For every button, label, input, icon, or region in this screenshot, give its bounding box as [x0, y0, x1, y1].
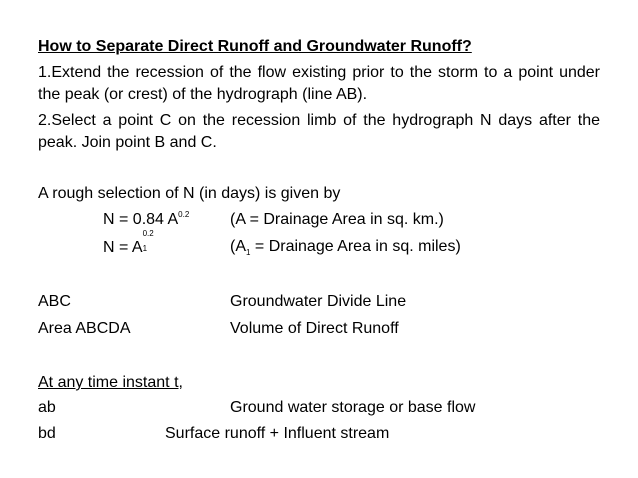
- n-selection-intro: A rough selection of N (in days) is given by: [38, 185, 341, 202]
- step-2-text: 2.Select a point C on the recession limb of the hydrograph N days after the peak. Join point B and C.: [38, 112, 600, 151]
- formula-1-description: (A = Drainage Area in sq. km.): [230, 211, 444, 228]
- formula-2: [103, 229, 154, 259]
- instant-heading: At any time instant t,: [38, 374, 183, 391]
- formula-2-script: [142, 229, 154, 253]
- formula-2-exponent: 0.2: [142, 229, 154, 238]
- definition-meaning-area: Volume of Direct Runoff: [230, 320, 399, 337]
- formula-2-expression: N = A: [103, 239, 143, 256]
- formula-2-desc-end: = Drainage Area in sq. miles): [250, 238, 461, 255]
- definition-meaning-abc: Groundwater Divide Line: [230, 293, 407, 310]
- formula-2-subscript: 1: [142, 244, 148, 253]
- definition-term-area: Area ABCDA: [38, 320, 131, 337]
- step-1-text: 1.Extend the recession of the flow existing prior to the storm to a point under the peak (or crest) of the hydrograph (line AB).: [38, 64, 600, 103]
- definition-term-abc: ABC: [38, 293, 71, 310]
- formula-2-desc-start: (A: [230, 238, 246, 255]
- formula-1-expression: N = 0.84 A: [103, 211, 179, 228]
- instant-meaning-bd: Surface runoff + Influent stream: [165, 425, 390, 442]
- instant-term-ab: ab: [38, 399, 56, 416]
- instant-meaning-ab: Ground water storage or base flow: [230, 399, 476, 416]
- instant-term-bd: bd: [38, 425, 56, 442]
- formula-2-description: [230, 236, 461, 260]
- slide-heading: How to Separate Direct Runoff and Groundwater Runoff?: [38, 38, 472, 55]
- formula-1-exponent: 0.2: [178, 210, 190, 219]
- formula-2-desc-subscript: 1: [246, 248, 251, 257]
